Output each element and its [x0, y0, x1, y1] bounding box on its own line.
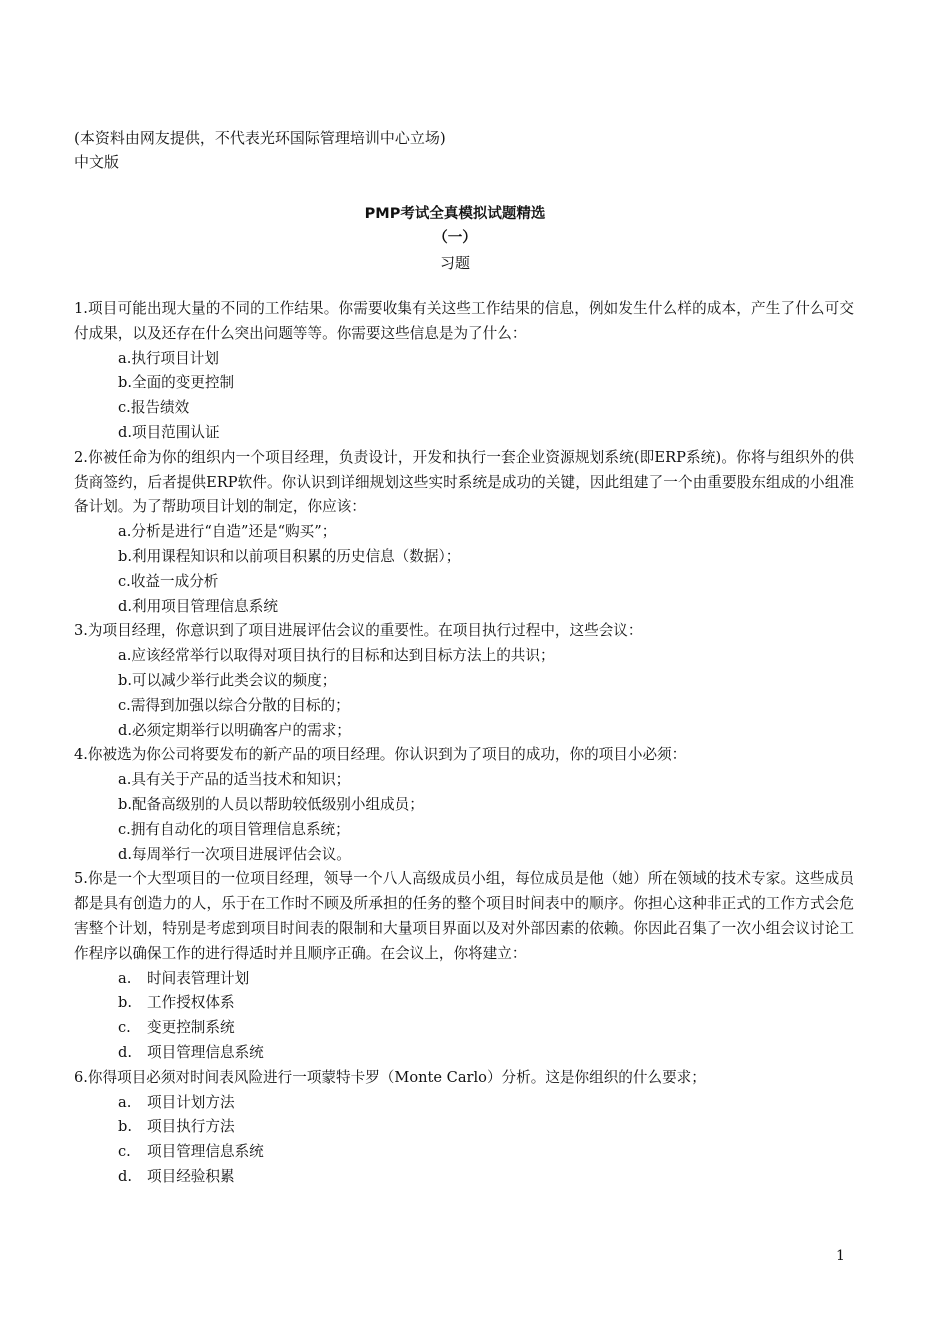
answer-option	[74, 570, 854, 595]
answer-option	[74, 520, 854, 545]
option-letter: a.	[118, 523, 132, 541]
option-text: 收益一成分析	[130, 572, 219, 590]
question-stem: 5.你是一个大型项目的一位项目经理，领导一个八人高级成员小组，每位成员是他（她）所在领域的技术专家。这些成员都是具有创造力的人，乐于在工作时不顾及所承担的任务的整个项目时间表中的顺序。你担心这种非正式的工作方式会危害整个计划，特别是考虑到项目时间表的限制和大量项目界面以及对外部因素的依赖。你因此召集了一次小组会议讨论工作程序以确保工作的进行得适时并且顺序正确。在会议上，你将建立：	[74, 870, 854, 962]
section-heading: 习题	[439, 254, 470, 272]
option-letter: b.	[118, 374, 132, 392]
option-text: 项目计划方法	[147, 1093, 235, 1111]
option-letter: a.	[118, 1093, 132, 1111]
question-item	[74, 1066, 854, 1190]
answer-option	[74, 595, 854, 620]
answer-option	[74, 793, 854, 818]
option-text: 配备高级别的人员以帮助较低级别小组成员；	[131, 795, 424, 813]
option-text: 执行项目计划	[131, 349, 219, 367]
question-stem: 6.你得项目必须对时间表风险进行一项蒙特卡罗（Monte Carlo）分析。这是你组织的什么要求；	[74, 1068, 706, 1086]
answer-option	[74, 1115, 854, 1140]
question-stem: 4.你被选为你公司将要发布的新产品的项目经理。你认识到为了项目的成功，你的项目小必须：	[74, 746, 687, 764]
option-letter: d.	[118, 597, 132, 615]
option-text: 报告绩效	[130, 399, 190, 417]
answer-option	[74, 421, 854, 446]
intro-block	[74, 126, 446, 174]
document-title: PMP考试全真模拟试题精选	[364, 206, 546, 222]
option-letter: b.	[118, 1118, 132, 1136]
option-letter: d.	[118, 721, 132, 739]
option-letter: c.	[118, 696, 131, 714]
question-stem: 3.为项目经理，你意识到了项目进展评估会议的重要性。在项目执行过程中，这些会议：	[74, 622, 643, 640]
option-letter: c.	[118, 399, 131, 417]
option-text: 项目经验积累	[147, 1167, 235, 1185]
answer-option	[74, 719, 854, 744]
option-text: 工作授权体系	[147, 994, 235, 1012]
option-letter: d.	[118, 1043, 132, 1061]
answer-option	[74, 967, 854, 992]
option-letter: b.	[118, 795, 132, 813]
option-letter: c.	[118, 1143, 131, 1161]
option-text: 必须定期举行以明确客户的需求；	[131, 721, 351, 739]
question-item	[74, 619, 854, 743]
answer-option	[74, 768, 854, 793]
option-text: 项目管理信息系统	[147, 1043, 264, 1061]
option-letter: c.	[118, 820, 131, 838]
question-item	[74, 297, 854, 446]
answer-option	[74, 1140, 854, 1165]
option-letter: b.	[118, 994, 132, 1012]
disclaimer-text: (本资料由网友提供，不代表光环国际管理培训中心立场)	[74, 129, 446, 147]
answer-option	[74, 818, 854, 843]
option-letter: c.	[118, 1019, 131, 1037]
option-letter: a.	[118, 349, 132, 367]
option-text: 拥有自动化的项目管理信息系统；	[130, 820, 350, 838]
question-stem: 1.项目可能出现大量的不同的工作结果。你需要收集有关这些工作结果的信息，例如发生什么样的成本，产生了什么可交付成果，以及还存在什么突出问题等等。你需要这些信息是为了什么：	[74, 300, 854, 342]
answer-option	[74, 644, 854, 669]
option-text: 需得到加强以综合分散的目标的；	[130, 696, 350, 714]
answer-option	[74, 1016, 854, 1041]
option-text: 可以减少举行此类会议的频度；	[131, 671, 337, 689]
answer-option	[74, 1091, 854, 1116]
answer-option	[74, 1165, 854, 1190]
option-text: 分析是进行“自造”还是“购买”；	[131, 523, 337, 541]
heading-block	[0, 202, 950, 276]
answer-option	[74, 991, 854, 1016]
option-letter: d.	[118, 423, 132, 441]
option-letter: d.	[118, 1167, 132, 1185]
option-text: 项目范围认证	[131, 423, 220, 441]
option-text: 利用项目管理信息系统	[131, 597, 278, 615]
option-letter: a.	[118, 647, 132, 665]
option-text: 全面的变更控制	[131, 374, 235, 392]
question-item	[74, 446, 854, 620]
question-list	[74, 297, 854, 1190]
option-text: 每周举行一次项目进展评估会议。	[131, 845, 351, 863]
answer-option	[74, 1041, 854, 1066]
option-text: 具有关于产品的适当技术和知识；	[131, 771, 351, 789]
answer-option	[74, 694, 854, 719]
option-text: 变更控制系统	[147, 1019, 235, 1037]
question-item	[74, 743, 854, 867]
answer-option	[74, 347, 854, 372]
question-stem: 2.你被任命为你的组织内一个项目经理，负责设计，开发和执行一套企业资源规划系统(即ERP系统)。你将与组织外的供货商签约，后者提供ERP软件。你认识到详细规划这些实时系统是成功的关键，因此组建了一个由重要股东组成的小组准备计划。为了帮助项目计划的制定，你应该：	[74, 448, 854, 516]
option-text: 利用课程知识和以前项目积累的历史信息（数据）；	[131, 547, 461, 565]
answer-option	[74, 371, 854, 396]
option-letter: b.	[118, 671, 132, 689]
edition-label: 中文版	[74, 153, 120, 171]
question-item	[74, 867, 854, 1065]
document-subtitle: （一）	[433, 230, 477, 246]
page-number: 1	[836, 1248, 845, 1264]
answer-option	[74, 545, 854, 570]
answer-option	[74, 843, 854, 868]
answer-option	[74, 669, 854, 694]
option-text: 时间表管理计划	[147, 969, 250, 987]
option-letter: c.	[118, 572, 131, 590]
option-letter: a.	[118, 771, 132, 789]
option-letter: a.	[118, 969, 132, 987]
answer-option	[74, 396, 854, 421]
option-letter: d.	[118, 845, 132, 863]
option-letter: b.	[118, 547, 132, 565]
option-text: 项目执行方法	[147, 1118, 235, 1136]
option-text: 应该经常举行以取得对项目执行的目标和达到目标方法上的共识；	[131, 647, 555, 665]
option-text: 项目管理信息系统	[147, 1143, 264, 1161]
